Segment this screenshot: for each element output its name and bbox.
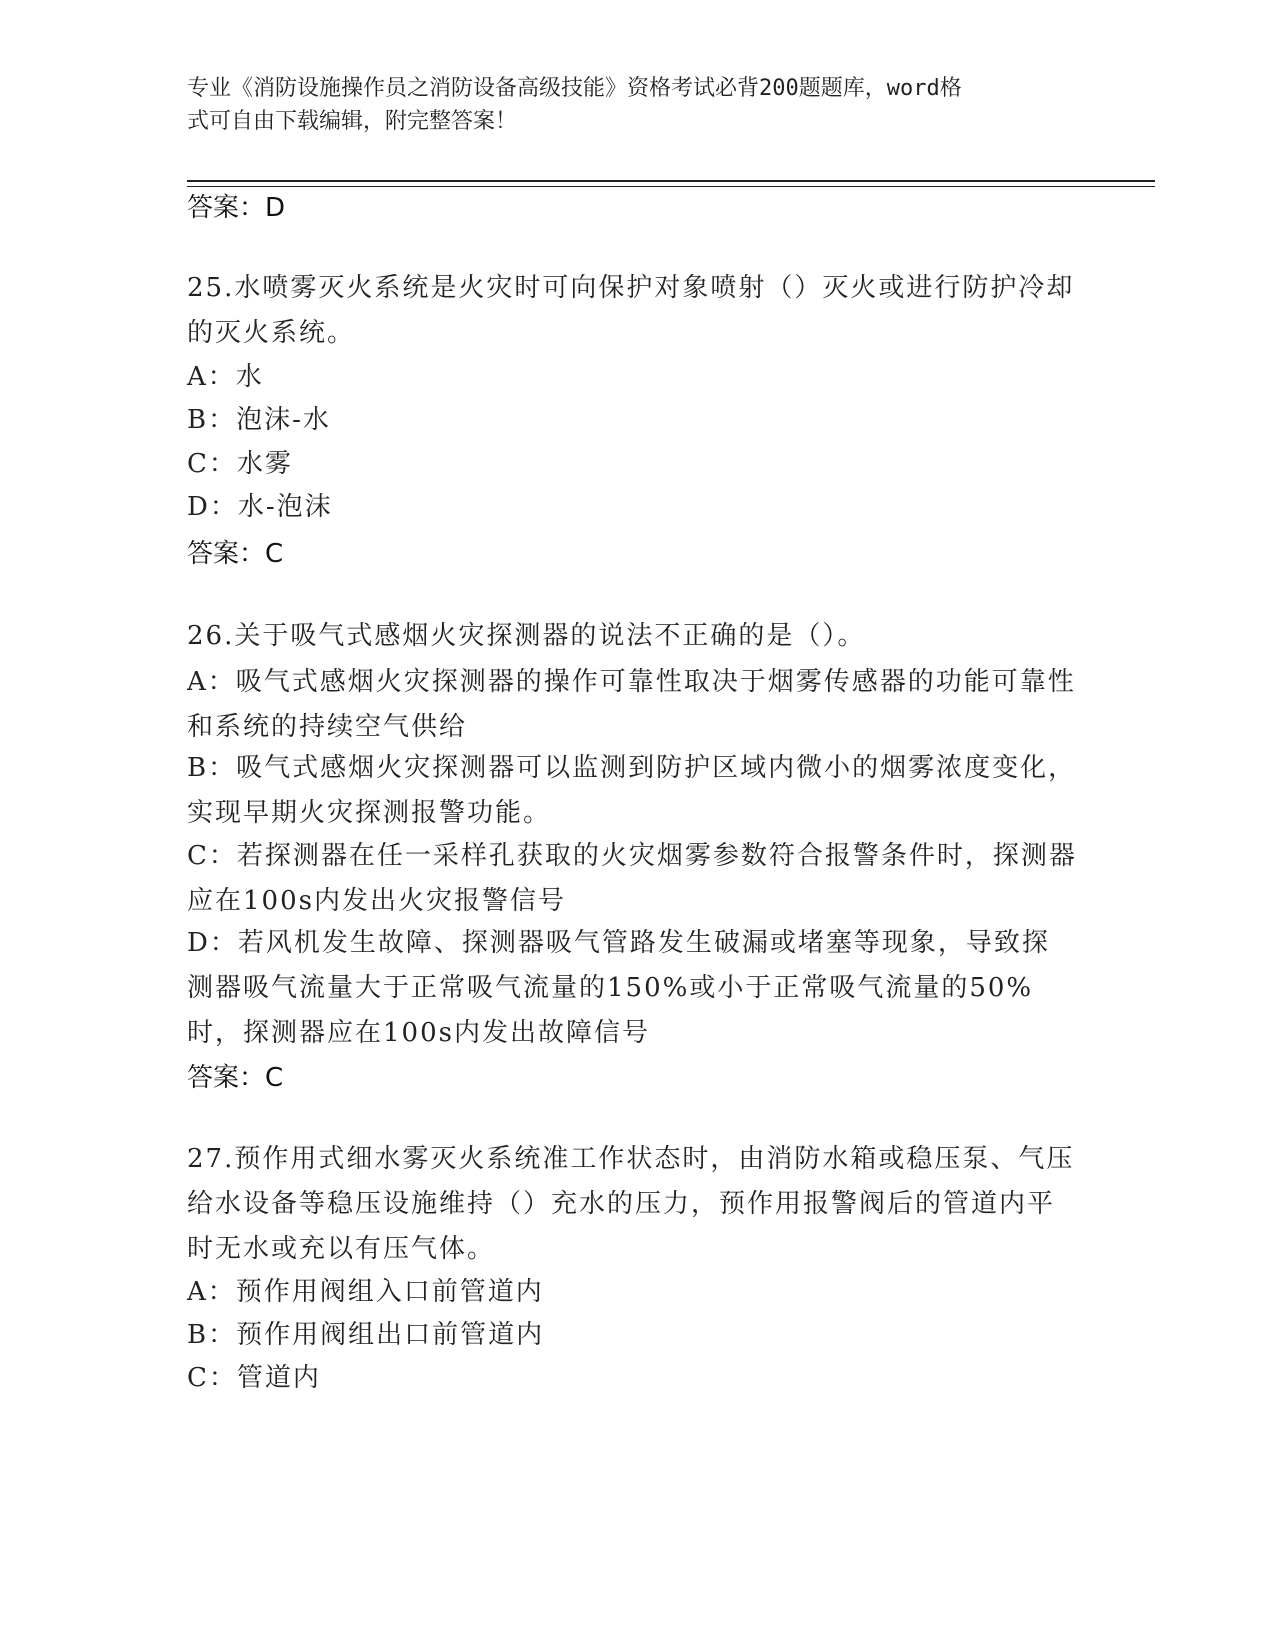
- document-header: [187, 72, 1067, 138]
- question-25-text: 25.水喷雾灭火系统是火灾时可向保护对象喷射（）灭火或进行防护冷却的灭火系统。: [187, 273, 1075, 348]
- question-26-option-c: C：若探测器在任一采样孔获取的火灾烟雾参数符合报警条件时，探测器应在100s内发出火灾报警信号: [187, 841, 1077, 916]
- question-26-answer: 答案：C: [187, 1063, 284, 1093]
- question-25-answer: 答案：C: [187, 539, 284, 569]
- question-27-text: 27.预作用式细水雾灭火系统准工作状态时，由消防水箱或稳压泵、气压给水设备等稳压设施维持（）充水的压力，预作用报警阀后的管道内平时无水或充以有压气体。: [187, 1144, 1075, 1264]
- question-25-option-d: D：水-泡沫: [187, 492, 333, 522]
- question-26-text: 26.关于吸气式感烟火灾探测器的说法不正确的是（）。: [187, 621, 866, 651]
- previous-answer: 答案：D: [187, 193, 286, 223]
- question-27-option-c: C：管道内: [187, 1363, 321, 1393]
- header-line-1: 专业《消防设施操作员之消防设备高级技能》资格考试必背200题题库，word格: [187, 76, 962, 101]
- header-divider-thick: [187, 180, 1155, 182]
- header-divider-thin: [187, 186, 1155, 187]
- question-27-option-b: B：预作用阀组出口前管道内: [187, 1320, 545, 1350]
- question-26-option-b: B：吸气式感烟火灾探测器可以监测到防护区域内微小的烟雾浓度变化，实现早期火灾探测报警功能。: [187, 753, 1077, 828]
- header-line-2: 式可自由下载编辑，附完整答案！: [187, 109, 518, 134]
- question-25-option-a: A：水: [187, 362, 264, 392]
- question-25-option-b: B：泡沫-水: [187, 405, 331, 435]
- question-26-option-d: D：若风机发生故障、探测器吸气管路发生破漏或堵塞等现象，导致探测器吸气流量大于正常吸气流量的150%或小于正常吸气流量的50%时，探测器应在100s内发出故障信号: [187, 928, 1050, 1048]
- question-25-option-c: C：水雾: [187, 449, 293, 479]
- question-26-option-a: A：吸气式感烟火灾探测器的操作可靠性取决于烟雾传感器的功能可靠性和系统的持续空气供给: [187, 667, 1076, 742]
- question-27-option-a: A：预作用阀组入口前管道内: [187, 1277, 544, 1307]
